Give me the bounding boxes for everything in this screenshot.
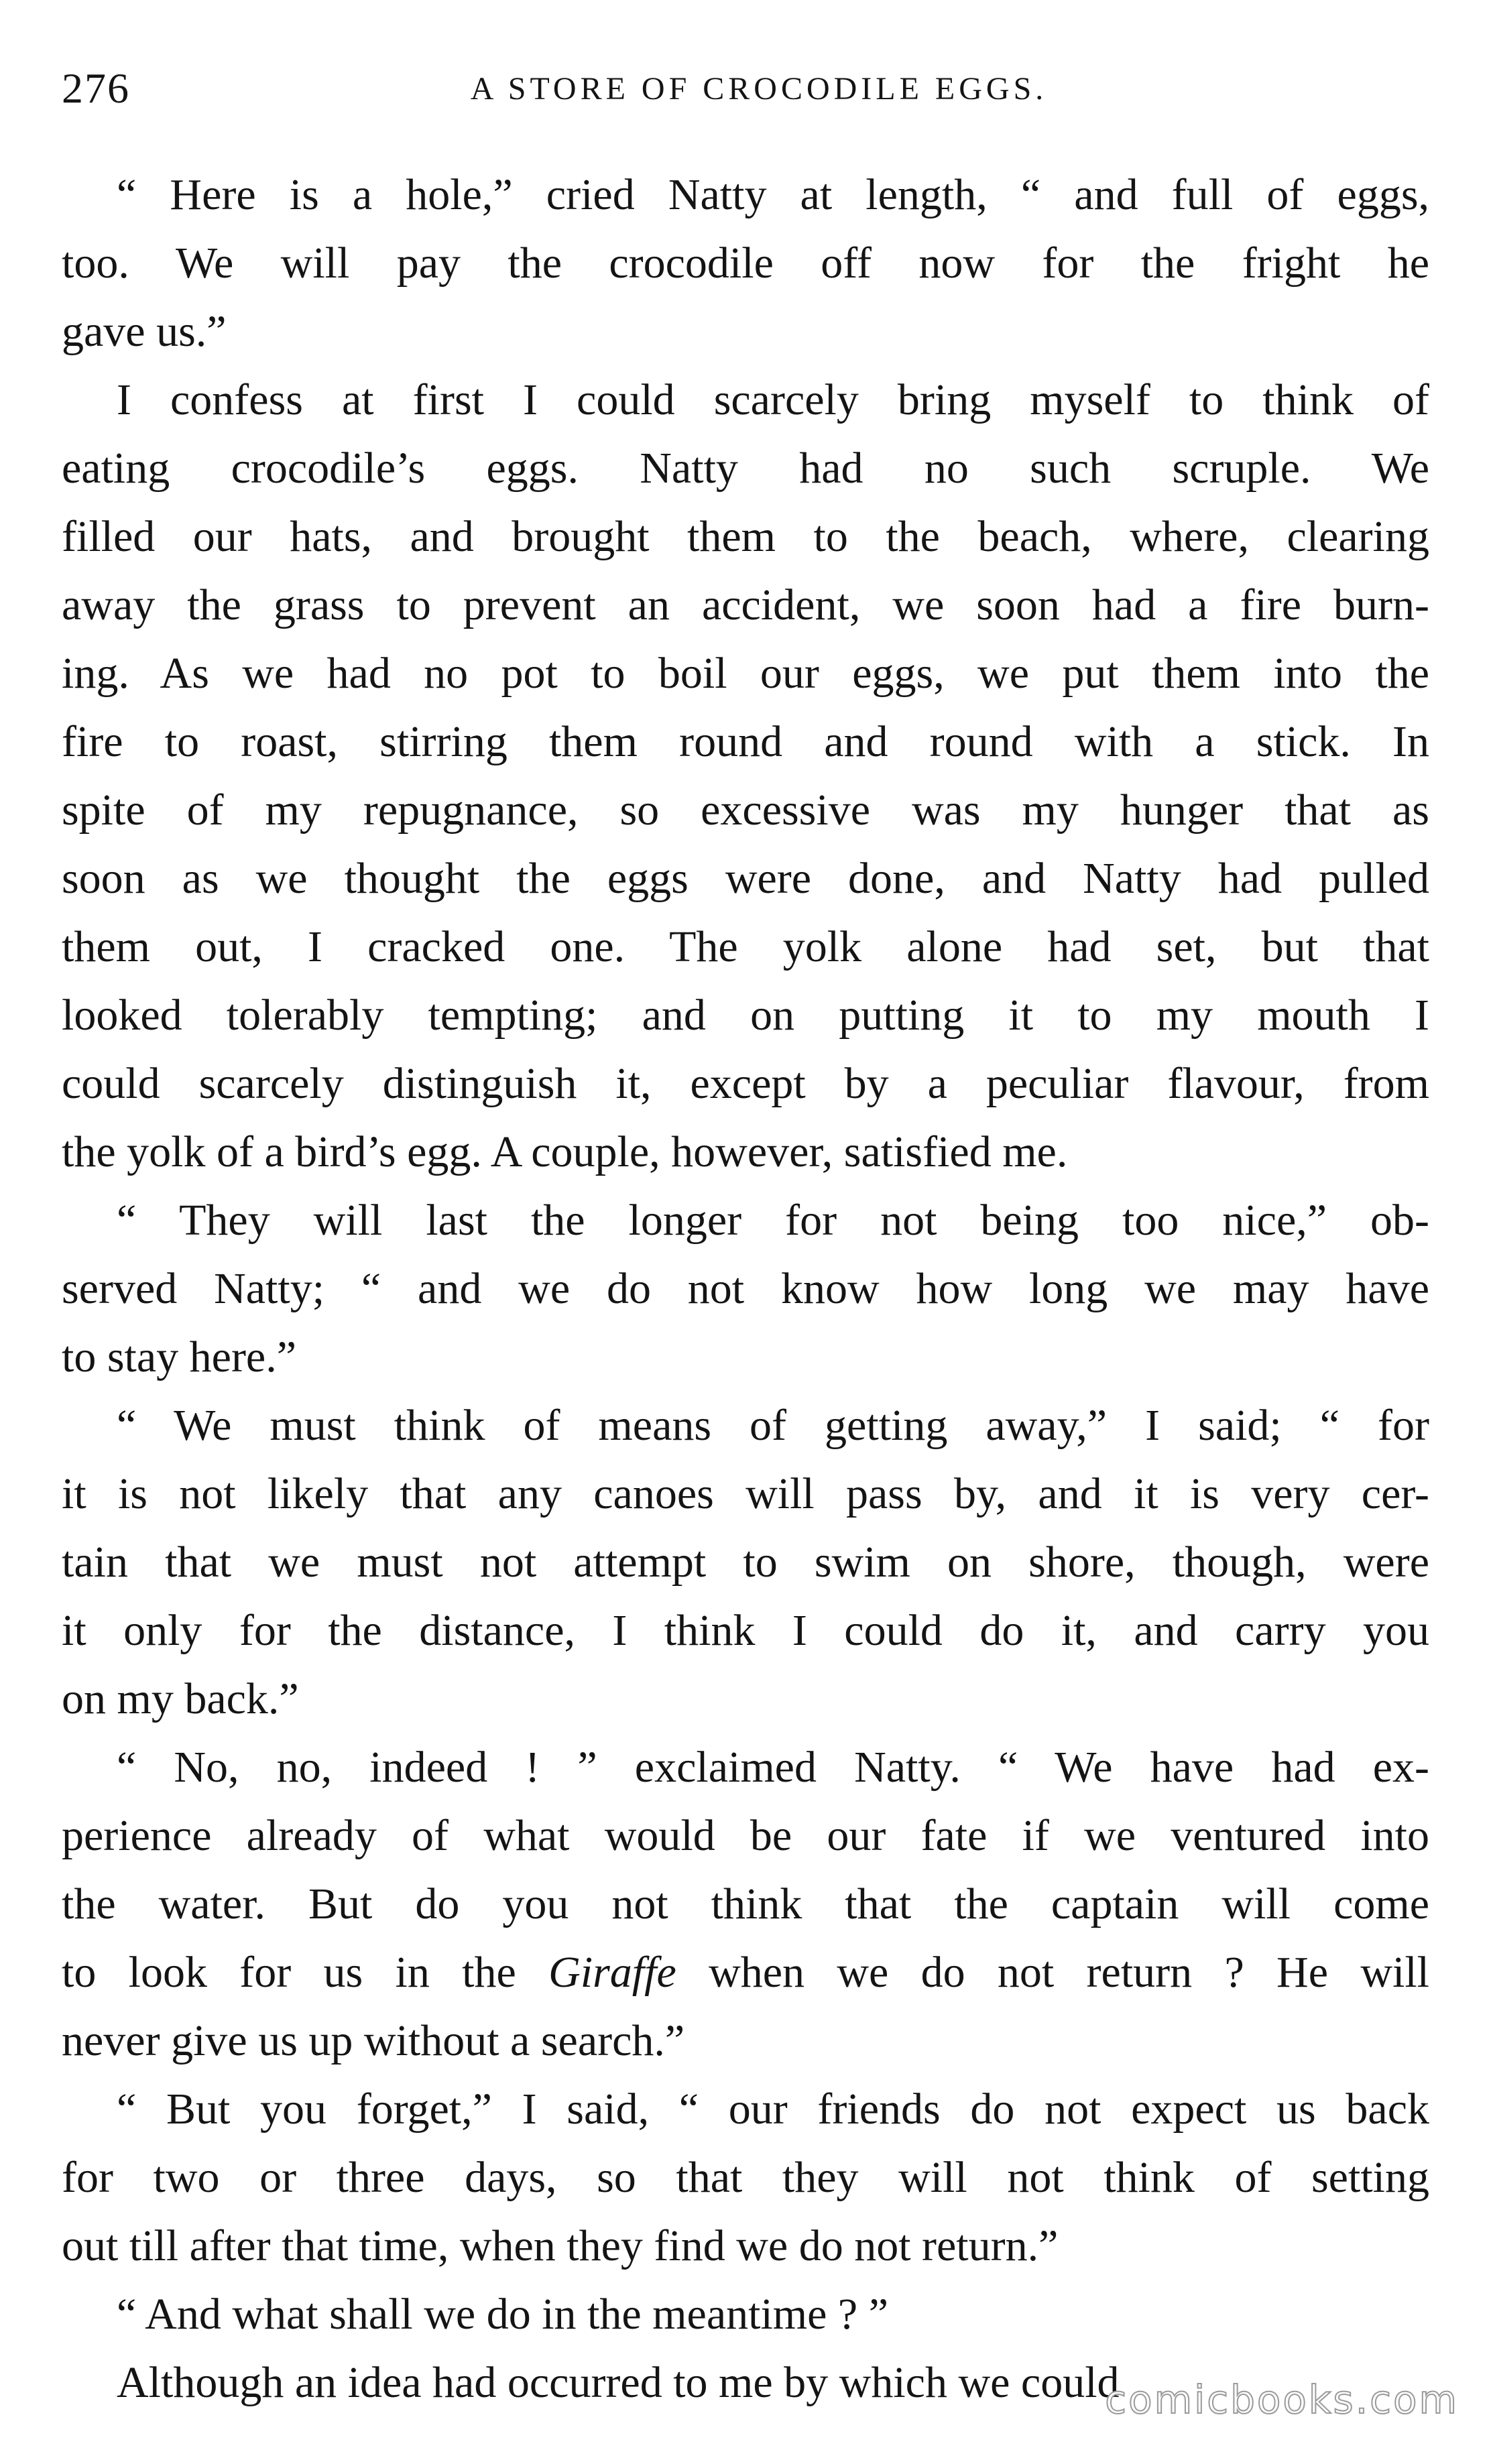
text-line: “ They will last the longer for not being too nice,” ob- [117,1196,1429,1245]
watermark: comicbooks.com [1105,2377,1459,2422]
text-line: Although an idea had occurred to me by which we could [117,2358,1120,2407]
text-line: out till after that time, when they find we do not return.” [62,2221,1059,2270]
text-line: “ No, no, indeed ! ” exclaimed Natty. “ We have had ex- [117,1743,1429,1792]
paragraph [62,1733,1429,2075]
text-line: perience already of what would be our fate if we ventured into [62,1811,1429,1860]
text-line: on my back.” [62,1674,299,1723]
text-line: tain that we must not attempt to swim on shore, though, were [62,1538,1429,1587]
text-line: it only for the distance, I think I could do it, and carry you [62,1606,1429,1655]
paragraph [62,1392,1429,1733]
paragraph [62,1186,1429,1392]
text-line: fire to roast, stirring them round and round with a stick. In [62,717,1429,766]
text-line: the water. But do you not think that the captain will come [62,1880,1429,1928]
body-text [62,161,1429,2417]
paragraph [62,2075,1429,2280]
text-line: it is not likely that any canoes will pass by, and it is very cer- [62,1469,1429,1518]
text-line: them out, I cracked one. The yolk alone had set, but that [62,922,1429,971]
text-line: ing. As we had no pot to boil our eggs, we put them into the [62,649,1429,698]
text-line: “ And what shall we do in the meantime ? ” [117,2290,889,2339]
text-line: spite of my repugnance, so excessive was my hunger that as [62,786,1429,835]
text-line: too. We will pay the crocodile off now for the fright he [62,239,1429,288]
text-line: could scarcely distinguish it, except by a peculiar flavour, from [62,1059,1429,1108]
text-line: never give us up without a search.” [62,2016,685,2065]
text-line: served Natty; “ and we do not know how long we may have [62,1264,1429,1313]
page-header [62,62,1429,115]
text-line: to stay here.” [62,1333,297,1381]
text-line: eating crocodile’s eggs. Natty had no such scruple. We [62,444,1429,493]
text-line: “ Here is a hole,” cried Natty at length, “ and full of eggs, [117,170,1429,219]
paragraph [62,366,1429,1186]
paragraph [62,2280,1429,2349]
text-line: to look for us in the Giraffe when we do not return ? He will [62,1948,1429,1997]
text-line: gave us.” [62,307,227,356]
text-line: looked tolerably tempting; and on putting it to my mouth I [62,991,1429,1040]
running-head: A STORE OF CROCODILE EGGS. [470,71,1048,107]
text-line: I confess at first I could scarcely bring myself to think of [117,375,1429,424]
text-line: “ We must think of means of getting away,” I said; “ for [117,1401,1429,1450]
page-number: 276 [62,64,130,112]
text-line: filled our hats, and brought them to the beach, where, clearing [62,512,1429,561]
text-line: away the grass to prevent an accident, we soon had a fire burn- [62,580,1429,629]
text-line: soon as we thought the eggs were done, and Natty had pulled [62,854,1429,903]
text-line: the yolk of a bird’s egg. A couple, however, satisfied me. [62,1127,1068,1176]
text-line: for two or three days, so that they will not think of setting [62,2153,1429,2202]
text-line: “ But you forget,” I said, “ our friends do not expect us back [117,2085,1429,2134]
paragraph [62,161,1429,366]
